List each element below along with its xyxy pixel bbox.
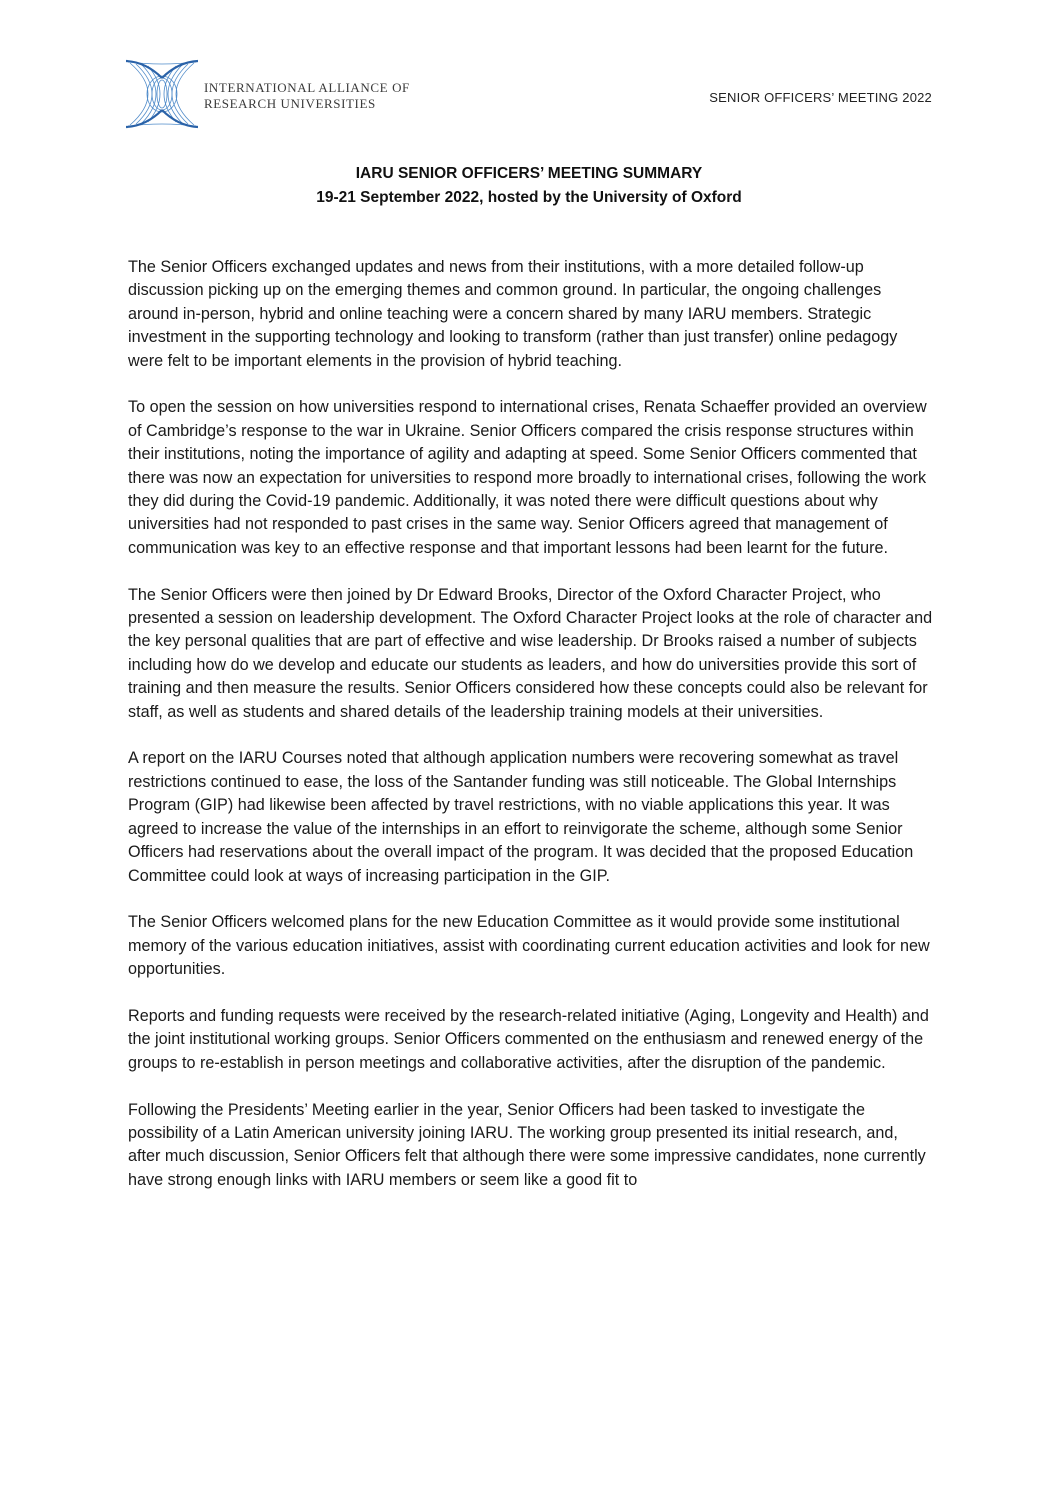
paragraph-hybrid-teaching: The Senior Officers exchanged updates and news from their institutions, with a more detailed follow-up discussion picking up on the emerging themes and common ground. In particular, the ongoing challenges around in-person, hybrid and online teaching were a concern shared by many IARU members. Strategic investment in the supporting technology and looking to transform (rather than just transfer) online pedagogy were felt to be important elements in the provision of hybrid teaching.	[128, 258, 898, 370]
paragraph-research-initiatives: Reports and funding requests were received by the research-related initiative (Aging, Longevity and Health) and the joint institutional working groups. Senior Officers commented on the enthusiasm and renewed energy of the groups to re-establish in person meetings and collaborative activities, after the disruption of the pandemic.	[128, 1006, 929, 1072]
paragraph-leadership-development: The Senior Officers were then joined by Dr Edward Brooks, Director of the Oxford Character Project, who presented a session on leadership development. The Oxford Character Project looks at the role of character and the key personal qualities that are part of effective and wise leadership. Dr Brooks raised a number of subjects including how do we develop and educate our students as leaders, and how do universities provide this sort of training and then measure the results. Senior Officers considered how these concepts could also be relevant for staff, as well as students and shared details of the leadership training models at their universities.	[128, 585, 933, 721]
document-subtitle: 19-21 September 2022, hosted by the University of Oxford	[316, 189, 742, 206]
logo-line-2: RESEARCH UNIVERSITIES	[204, 96, 376, 111]
logo-line-1: INTERNATIONAL ALLIANCE OF	[204, 80, 410, 95]
running-header: SENIOR OFFICERS’ MEETING 2022	[709, 90, 932, 105]
document-body	[128, 256, 933, 1216]
iaru-wave-emblem-icon	[126, 58, 198, 130]
document-title: IARU SENIOR OFFICERS’ MEETING SUMMARY	[355, 165, 703, 182]
paragraph-education-committee: The Senior Officers welcomed plans for the new Education Committee as it would provide some institutional memory of the various education initiatives, assist with coordinating current education activities and look for new opportunities.	[128, 913, 930, 979]
paragraph-iaru-courses: A report on the IARU Courses noted that although application numbers were recovering somewhat as travel restrictions continued to ease, the loss of the Santander funding was still noticeable. The Global Internships Program (GIP) had likewise been affected by travel restrictions, with no viable applications this year. It was agreed to increase the value of the internships in an effort to reinvigorate the scheme, although some Senior Officers had reservations about the overall impact of the program. It was decided that the proposed Education Committee could look at ways of increasing participation in the GIP.	[128, 749, 914, 885]
logo-wordmark	[204, 80, 410, 112]
iaru-logo	[126, 58, 426, 130]
paragraph-international-crises: To open the session on how universities respond to international crises, Renata Schaeffer provided an overview of Cambridge’s response to the war in Ukraine. Senior Officers compared the crisis response structures within their institutions, noting the importance of agility and adapting at speed. Some Senior Officers commented that there was now an expectation for universities to respond more broadly to international crises, following the work they did during the Covid-19 pandemic. Additionally, it was noted there were difficult questions about why universities had not responded to past crises in the same way. Senior Officers agreed that management of communication was key to an effective response and that important lessons had been learnt for the future.	[128, 398, 927, 557]
title-block	[0, 162, 1058, 210]
paragraph-latin-american-membership: Following the Presidents’ Meeting earlier in the year, Senior Officers had been tasked to investigate the possibility of a Latin American university joining IARU. The working group presented its initial research, and, after much discussion, Senior Officers felt that although there were some impressive candidates, none currently have strong enough links with IARU members or seem like a good fit to	[128, 1100, 926, 1189]
